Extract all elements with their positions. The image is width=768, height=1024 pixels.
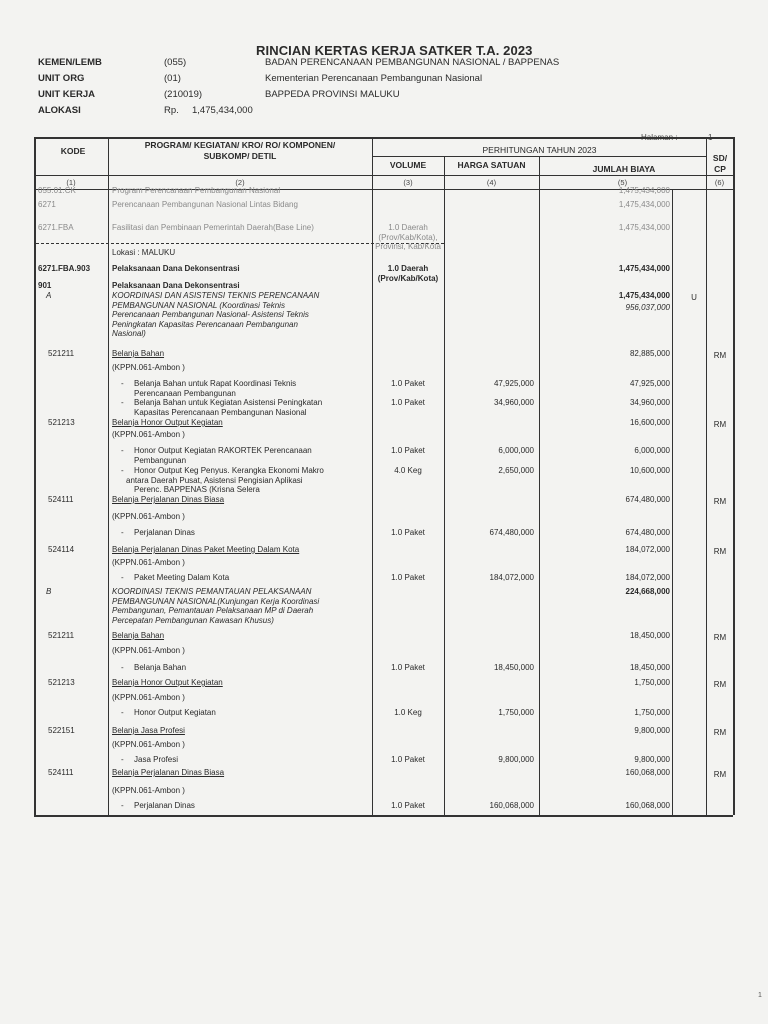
row-code: B [46, 587, 52, 596]
row-volume: 4.0 Keg [394, 466, 422, 475]
row-bullet: - [121, 755, 124, 764]
row-bullet: - [121, 446, 124, 455]
table-rule [108, 137, 109, 815]
row-bullet: - [121, 528, 124, 537]
row-description: Belanja Jasa Profesi [112, 726, 185, 735]
row-description: antara Daerah Pusat, Asistensi Pengisian Aplikasi [126, 475, 303, 485]
row-jumlah-biaya: 16,600,000 [629, 418, 670, 427]
row-bullet: - [121, 708, 124, 717]
row-code: 522151 [48, 726, 75, 735]
row-bullet: - [121, 379, 124, 388]
row-sd-cp: U [691, 293, 697, 302]
row-description: Nasional) [112, 329, 146, 338]
footer-mark: 1 [758, 992, 762, 999]
row-volume: 1.0 Paket [391, 573, 425, 582]
row-jumlah-biaya: 1,750,000 [634, 678, 670, 687]
row-description: Perjalanan Dinas [134, 801, 195, 810]
row-bullet: - [121, 573, 124, 582]
row-code: 521213 [48, 418, 75, 427]
row-harga-satuan: 2,650,000 [498, 466, 534, 475]
row-sd-cp: RM [713, 770, 727, 779]
col-sd-header-line1: SD/ [712, 153, 728, 163]
row-description: (KPPN.061-Ambon ) [112, 693, 185, 702]
row-jumlah-biaya: 224,668,000 [625, 587, 670, 596]
row-sd-cp: RM [713, 497, 727, 506]
row-description: PEMBANGUNAN NASIONAL (Koordinasi Teknis [112, 300, 285, 310]
column-number: (5) [617, 178, 628, 187]
row-harga-satuan: 1,750,000 [498, 708, 534, 717]
row-sd-cp: RM [713, 680, 727, 689]
row-harga-satuan: 184,072,000 [489, 573, 534, 582]
row-volume: 1.0 Paket [391, 446, 425, 455]
row-volume: 1.0 Paket [391, 801, 425, 810]
row-description: (KPPN.061-Ambon ) [112, 430, 185, 439]
row-volume: 1.0 Paket [391, 528, 425, 537]
row-volume: 1.0 Keg [394, 708, 422, 717]
row-jumlah-biaya: 1,475,434,000 [618, 264, 670, 273]
header-desc: 1,475,434,000 [192, 105, 253, 116]
row-code: 521213 [48, 678, 75, 687]
row-description: Belanja Bahan untuk Kegiatan Asistensi Peningkatan [134, 398, 323, 407]
row-volume: 1.0 Daerah [387, 264, 429, 273]
column-number: (1) [66, 178, 76, 187]
row-description: Belanja Honor Output Kegiatan [112, 678, 223, 687]
row-volume: 1.0 Paket [391, 755, 425, 764]
row-jumlah-biaya: 6,000,000 [634, 446, 670, 455]
row-volume: 1.0 Paket [391, 398, 425, 407]
row-description: Perjalanan Dinas [134, 528, 195, 537]
row-jumlah-biaya-sub: 956,037,000 [625, 303, 670, 312]
table-rule [34, 175, 733, 176]
row-harga-satuan: 6,000,000 [498, 446, 534, 455]
row-jumlah-biaya: 1,475,434,000 [618, 291, 670, 300]
row-code: 524111 [48, 495, 74, 504]
row-description: PEMBANGUNAN NASIONAL(Kunjungan Kerja Koordinasi [112, 596, 320, 606]
row-code: 521211 [48, 631, 75, 640]
row-description: (KPPN.061-Ambon ) [112, 512, 185, 521]
row-description: Belanja Bahan [112, 631, 165, 640]
row-description: Perenc. BAPPENAS (Krisna Selera [134, 485, 260, 494]
row-jumlah-biaya: 1,475,434,000 [618, 200, 670, 209]
row-description: Pelaksanaan Dana Dekonsentrasi [112, 281, 240, 290]
row-description: (KPPN.061-Ambon ) [112, 363, 185, 372]
row-code: 055.01.CK [38, 186, 76, 195]
row-volume: 1.0 Daerah [388, 223, 428, 232]
row-jumlah-biaya: 184,072,000 [625, 573, 670, 582]
row-sd-cp: RM [713, 351, 727, 360]
col-harga-header: HARGA SATUAN [457, 160, 526, 170]
row-harga-satuan: 9,800,000 [498, 755, 534, 764]
row-code: 524114 [48, 545, 75, 554]
row-description: (KPPN.061-Ambon ) [112, 786, 185, 795]
row-jumlah-biaya: 184,072,000 [625, 545, 670, 554]
row-jumlah-biaya: 674,480,000 [625, 495, 670, 504]
row-code: 6271 [38, 200, 56, 209]
row-description: Perencanaan Pembangunan [134, 388, 236, 398]
row-jumlah-biaya: 160,068,000 [625, 801, 670, 810]
row-description: Honor Output Kegiatan RAKORTEK Perencanaan [134, 446, 312, 455]
header-code: (01) [164, 73, 181, 84]
col-program-header-line2: SUBKOMP/ DETIL [203, 151, 277, 161]
header-code: (210019) [164, 89, 203, 100]
col-jumlah-header: JUMLAH BIAYA [592, 164, 656, 174]
column-number: (6) [714, 178, 725, 187]
row-description: Honor Output Kegiatan [134, 708, 216, 717]
row-sd-cp: RM [713, 547, 727, 556]
header-label: UNIT ORG [38, 73, 85, 84]
row-description: Peningkatan Kapasitas Perencanaan Pembangunan [112, 319, 298, 329]
table-rule [706, 137, 707, 815]
row-code: 901 [38, 281, 52, 290]
row-bullet: - [121, 466, 124, 475]
row-code: 521211 [48, 349, 75, 358]
table-rule [733, 137, 735, 815]
row-description: Pembangunan [134, 455, 187, 465]
row-jumlah-biaya: 9,800,000 [634, 726, 670, 735]
row-description: Lokasi : MALUKU [112, 248, 176, 257]
row-harga-satuan: 674,480,000 [489, 528, 534, 537]
row-bullet: - [121, 801, 124, 810]
row-harga-satuan: 18,450,000 [493, 663, 534, 672]
row-jumlah-biaya: 9,800,000 [634, 755, 670, 764]
row-description: Fasilitasi dan Pembinaan Pemerintah Daerah(Base Line) [112, 223, 314, 232]
perhitungan-header: PERHITUNGAN TAHUN 2023 [482, 145, 597, 155]
row-description: Percepatan Pembangunan Kawasan Khusus) [112, 615, 274, 625]
row-code: 524111 [48, 768, 74, 777]
column-number: (2) [235, 178, 245, 187]
row-description: Jasa Profesi [134, 755, 179, 764]
row-jumlah-biaya: 82,885,000 [629, 349, 670, 358]
column-number: (3) [403, 178, 413, 187]
row-bullet: - [121, 663, 124, 672]
row-jumlah-biaya: 1,750,000 [634, 708, 670, 717]
header-desc: BAPPEDA PROVINSI MALUKU [265, 89, 400, 100]
row-code: 6271.FBA [38, 223, 74, 232]
table-rule [34, 815, 733, 817]
row-code: 6271.FBA.903 [38, 264, 91, 273]
row-sd-cp: RM [713, 728, 727, 737]
row-jumlah-biaya: 10,600,000 [629, 466, 670, 475]
table-rule [672, 189, 673, 815]
row-harga-satuan: 47,925,000 [493, 379, 534, 388]
row-code: A [46, 291, 52, 300]
row-volume: (Prov/Kab/Kota), [378, 232, 438, 242]
row-description: Belanja Bahan [134, 663, 187, 672]
row-description: Belanja Honor Output Kegiatan [112, 418, 223, 427]
header-code: Rp. [164, 105, 179, 116]
col-kode-header: KODE [60, 146, 86, 156]
row-description: Belanja Bahan untuk Rapat Koordinasi Teknis [134, 379, 297, 388]
row-jumlah-biaya: 34,960,000 [629, 398, 670, 407]
row-jumlah-biaya: 160,068,000 [625, 768, 670, 777]
row-description: Perencanaan Pembangunan Nasional Lintas Bidang [112, 200, 298, 209]
row-description: (KPPN.061-Ambon ) [112, 740, 185, 749]
row-jumlah-biaya: 1,475,434,000 [618, 186, 670, 195]
row-jumlah-biaya: 674,480,000 [625, 528, 670, 537]
row-description: Belanja Perjalanan Dinas Biasa [112, 768, 225, 777]
row-volume: 1.0 Paket [391, 379, 425, 388]
row-description: Kapasitas Perencanaan Pembangunan Nasional [134, 407, 307, 417]
col-sd-header-line2: CP [714, 164, 726, 174]
row-harga-satuan: 34,960,000 [493, 398, 534, 407]
row-jumlah-biaya: 18,450,000 [629, 663, 670, 672]
header-desc: Kementerian Perencanaan Pembangunan Nasional [265, 73, 483, 84]
table-rule [34, 137, 733, 139]
row-jumlah-biaya: 47,925,000 [629, 379, 670, 388]
row-description: Program Perencanaan Pembangunan Nasional [112, 186, 281, 195]
row-volume: Provinsi, Kab/Kota [375, 242, 441, 251]
row-harga-satuan: 160,068,000 [489, 801, 534, 810]
row-volume: (Prov/Kab/Kota) [377, 273, 439, 283]
row-description: Pelaksanaan Dana Dekonsentrasi [112, 264, 240, 273]
row-description: (KPPN.061-Ambon ) [112, 646, 185, 655]
header-label: UNIT KERJA [38, 89, 96, 100]
document-title: RINCIAN KERTAS KERJA SATKER T.A. 2023 [256, 43, 533, 58]
header-code: (055) [164, 57, 187, 68]
header-label: KEMEN/LEMB [38, 57, 102, 68]
header-label: ALOKASI [38, 105, 81, 116]
row-description: Honor Output Keg Penyus. Kerangka Ekonomi Makro [134, 466, 324, 475]
header-desc: BADAN PERENCANAAN PEMBANGUNAN NASIONAL / BAPPENAS [265, 57, 560, 68]
row-jumlah-biaya: 18,450,000 [629, 631, 670, 640]
row-description: Paket Meeting Dalam Kota [134, 573, 230, 582]
row-description: KOORDINASI DAN ASISTENSI TEKNIS PERENCANAAN [112, 291, 320, 300]
column-number: (4) [486, 178, 497, 187]
row-description: Belanja Perjalanan Dinas Paket Meeting Dalam Kota [112, 545, 300, 554]
row-description: KOORDINASI TEKNIS PEMANTAUAN PELAKSANAAN [112, 587, 312, 596]
col-program-header-line1: PROGRAM/ KEGIATAN/ KRO/ RO/ KOMPONEN/ [144, 140, 336, 150]
table-rule [34, 137, 36, 815]
row-description: (KPPN.061-Ambon ) [112, 558, 185, 567]
row-description: Perencanaan Pembangunan Nasional- Asistensi Teknis [112, 310, 309, 319]
col-volume-header: VOLUME [389, 160, 427, 170]
row-jumlah-biaya: 1,475,434,000 [618, 223, 670, 232]
row-sd-cp: RM [713, 420, 727, 429]
row-description: Belanja Bahan [112, 349, 165, 358]
row-volume: 1.0 Paket [391, 663, 425, 672]
row-description: Pembangunan, Pemantauan Pelaksanaan MP di Daerah [112, 606, 314, 615]
row-sd-cp: RM [713, 633, 727, 642]
row-description: Belanja Perjalanan Dinas Biasa [112, 495, 225, 504]
row-bullet: - [121, 398, 124, 407]
